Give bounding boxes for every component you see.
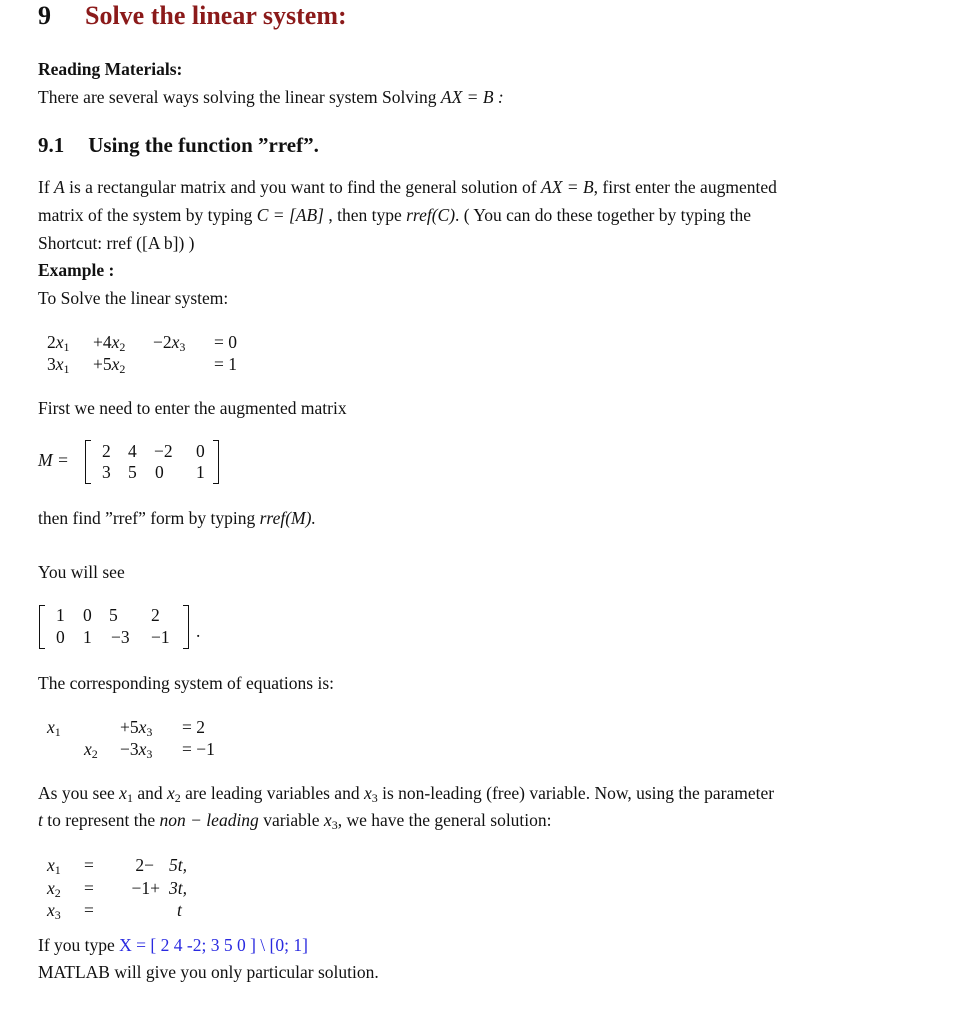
math-text: 3 <box>146 725 153 739</box>
text: , first enter the augmented <box>593 177 777 197</box>
math-text: x <box>119 783 127 803</box>
math-text: +5 <box>120 717 139 737</box>
math: rref(C) <box>406 205 456 225</box>
solution-const: 2− <box>135 855 154 875</box>
term <box>93 353 125 375</box>
rhs: = 1 <box>214 354 237 374</box>
matrix-cell: 2 <box>151 605 160 625</box>
subsection-title: Using the function ”rref”. <box>88 133 319 157</box>
math-text: 1 <box>126 791 133 805</box>
math-text: +4 <box>93 332 112 352</box>
example-label: Example : <box>38 260 115 280</box>
section-title: Solve the linear system: <box>85 1 347 30</box>
matrix-cell: 2 <box>102 441 111 461</box>
matrix-label: M = <box>38 450 69 470</box>
math-text: 3 <box>54 908 61 922</box>
matrix-cell: 1 <box>83 627 92 647</box>
reading-text <box>38 86 504 108</box>
text: then find ”rref” form by typing <box>38 508 260 528</box>
math-text: x <box>138 717 147 737</box>
math-text: x <box>111 332 120 352</box>
matrix-cell: 0 <box>83 605 92 625</box>
matlab-code: X = [ 2 4 -2; 3 5 0 ] \ [0; 1] <box>119 935 308 955</box>
term <box>47 331 70 353</box>
corresponding-text: The corresponding system of equations is: <box>38 673 334 693</box>
math-text: 2 <box>47 332 56 352</box>
math-text: x <box>171 332 180 352</box>
math-text: 3 <box>331 818 338 832</box>
math-text: is non-leading (free) variable. Now, using the parameter <box>377 783 775 803</box>
math-text: 3 <box>179 340 186 354</box>
right-bracket <box>183 605 189 649</box>
term <box>120 738 152 760</box>
math: A <box>54 177 65 197</box>
math-text: x <box>166 783 175 803</box>
solution-const: −1+ <box>131 878 160 898</box>
rhs: = −1 <box>182 739 215 759</box>
math: C = [AB] <box>256 205 324 225</box>
equals: = <box>84 900 94 920</box>
math-text: x <box>55 332 64 352</box>
text: If <box>38 177 55 197</box>
math-text: +5 <box>93 354 112 374</box>
term <box>47 716 61 738</box>
math-text: x <box>323 810 332 830</box>
math-text: x <box>111 354 120 374</box>
math-text: 1 <box>63 340 70 354</box>
subsection-number: 9.1 <box>38 133 65 157</box>
math-text: non − leading <box>159 810 259 830</box>
text: . ( You can do these together by typing the <box>455 205 752 225</box>
math: rref(M). <box>259 508 316 528</box>
solution-term: 5t, <box>169 855 187 875</box>
math: AX = B <box>541 177 594 197</box>
para1-line3: Shortcut: rref ([A b]) ) <box>38 233 195 253</box>
reading-math: AX = B : <box>440 87 504 107</box>
math-text: 2 <box>119 362 126 376</box>
math-text: 1 <box>54 863 61 877</box>
term <box>47 353 70 375</box>
math-text: −3 <box>120 739 139 759</box>
para1-line1 <box>38 176 777 198</box>
math-text: −2 <box>153 332 172 352</box>
you-will-see-text: You will see <box>38 562 125 582</box>
math-text: x <box>363 783 372 803</box>
matrix-cell: −1 <box>151 627 170 647</box>
math-text: x <box>55 354 64 374</box>
matrix-cell: −2 <box>154 441 173 461</box>
math-text: 3 <box>47 354 56 374</box>
para2-line1 <box>38 782 774 804</box>
to-solve-text: To Solve the linear system: <box>38 288 229 308</box>
math-text: 2 <box>54 886 61 900</box>
term <box>120 716 152 738</box>
math-text: x <box>47 717 55 737</box>
then-find-text <box>38 507 316 529</box>
para2-line2 <box>38 809 552 831</box>
first-enter-text: First we need to enter the augmented matrix <box>38 398 347 418</box>
math-text: variable <box>258 810 324 830</box>
math-text: 1 <box>63 362 70 376</box>
text: , then type <box>323 205 407 225</box>
matrix-cell: 0 <box>56 627 65 647</box>
math-text: are leading variables and <box>180 783 364 803</box>
matrix-cell: 1 <box>56 605 65 625</box>
term <box>93 331 125 353</box>
right-bracket <box>213 440 219 484</box>
term <box>84 738 98 760</box>
equals: = <box>84 855 94 875</box>
matrix-cell: 4 <box>128 441 137 461</box>
matrix-cell: −3 <box>111 627 130 647</box>
math-text: t <box>38 810 43 830</box>
trailing-period: . <box>196 621 201 641</box>
reading-heading: Reading Materials: <box>38 59 183 79</box>
section-heading <box>38 1 347 30</box>
math-text: 2 <box>174 791 181 805</box>
math-text: x <box>138 739 147 759</box>
math-text: to represent the <box>42 810 160 830</box>
rhs: = 2 <box>182 717 205 737</box>
text: matrix of the system by typing <box>38 205 257 225</box>
matlab-line: MATLAB will give you only particular solution. <box>38 962 379 982</box>
math-text: and <box>132 783 167 803</box>
math-text: 1 <box>54 725 61 739</box>
if-type-line <box>38 934 308 956</box>
matrix-cell: 5 <box>128 462 137 482</box>
math-text: 3 <box>371 791 378 805</box>
subsection-heading <box>38 134 319 156</box>
matrix-cell: 3 <box>102 462 111 482</box>
section-number: 9 <box>38 1 51 30</box>
text: If you type <box>38 935 120 955</box>
math-text: , we have the general solution: <box>337 810 552 830</box>
solution-var <box>47 899 61 921</box>
equals: = <box>84 878 94 898</box>
matrix-cell: 1 <box>196 462 205 482</box>
math-text: As you see <box>38 783 120 803</box>
math-text: x <box>84 739 92 759</box>
solution-term: t <box>177 900 182 920</box>
rhs: = 0 <box>214 332 237 352</box>
math-text: 2 <box>91 747 98 761</box>
matrix-cell: 0 <box>196 441 205 461</box>
term <box>153 331 185 353</box>
solution-var <box>47 854 61 876</box>
solution-term: 3t, <box>169 878 187 898</box>
para1-line2 <box>38 204 751 226</box>
left-bracket <box>39 605 45 649</box>
text: is a rectangular matrix and you want to find the general solution of <box>64 177 541 197</box>
math-text: 2 <box>119 340 126 354</box>
math-text: x <box>47 855 55 875</box>
solution-var <box>47 877 61 899</box>
math-text: 3 <box>146 747 153 761</box>
reading-text-body: There are several ways solving the linear system Solving <box>38 87 441 107</box>
matrix-cell: 5 <box>109 605 118 625</box>
math-text: x <box>47 878 55 898</box>
left-bracket <box>85 440 91 484</box>
matrix-cell: 0 <box>155 462 164 482</box>
math-text: x <box>47 900 55 920</box>
